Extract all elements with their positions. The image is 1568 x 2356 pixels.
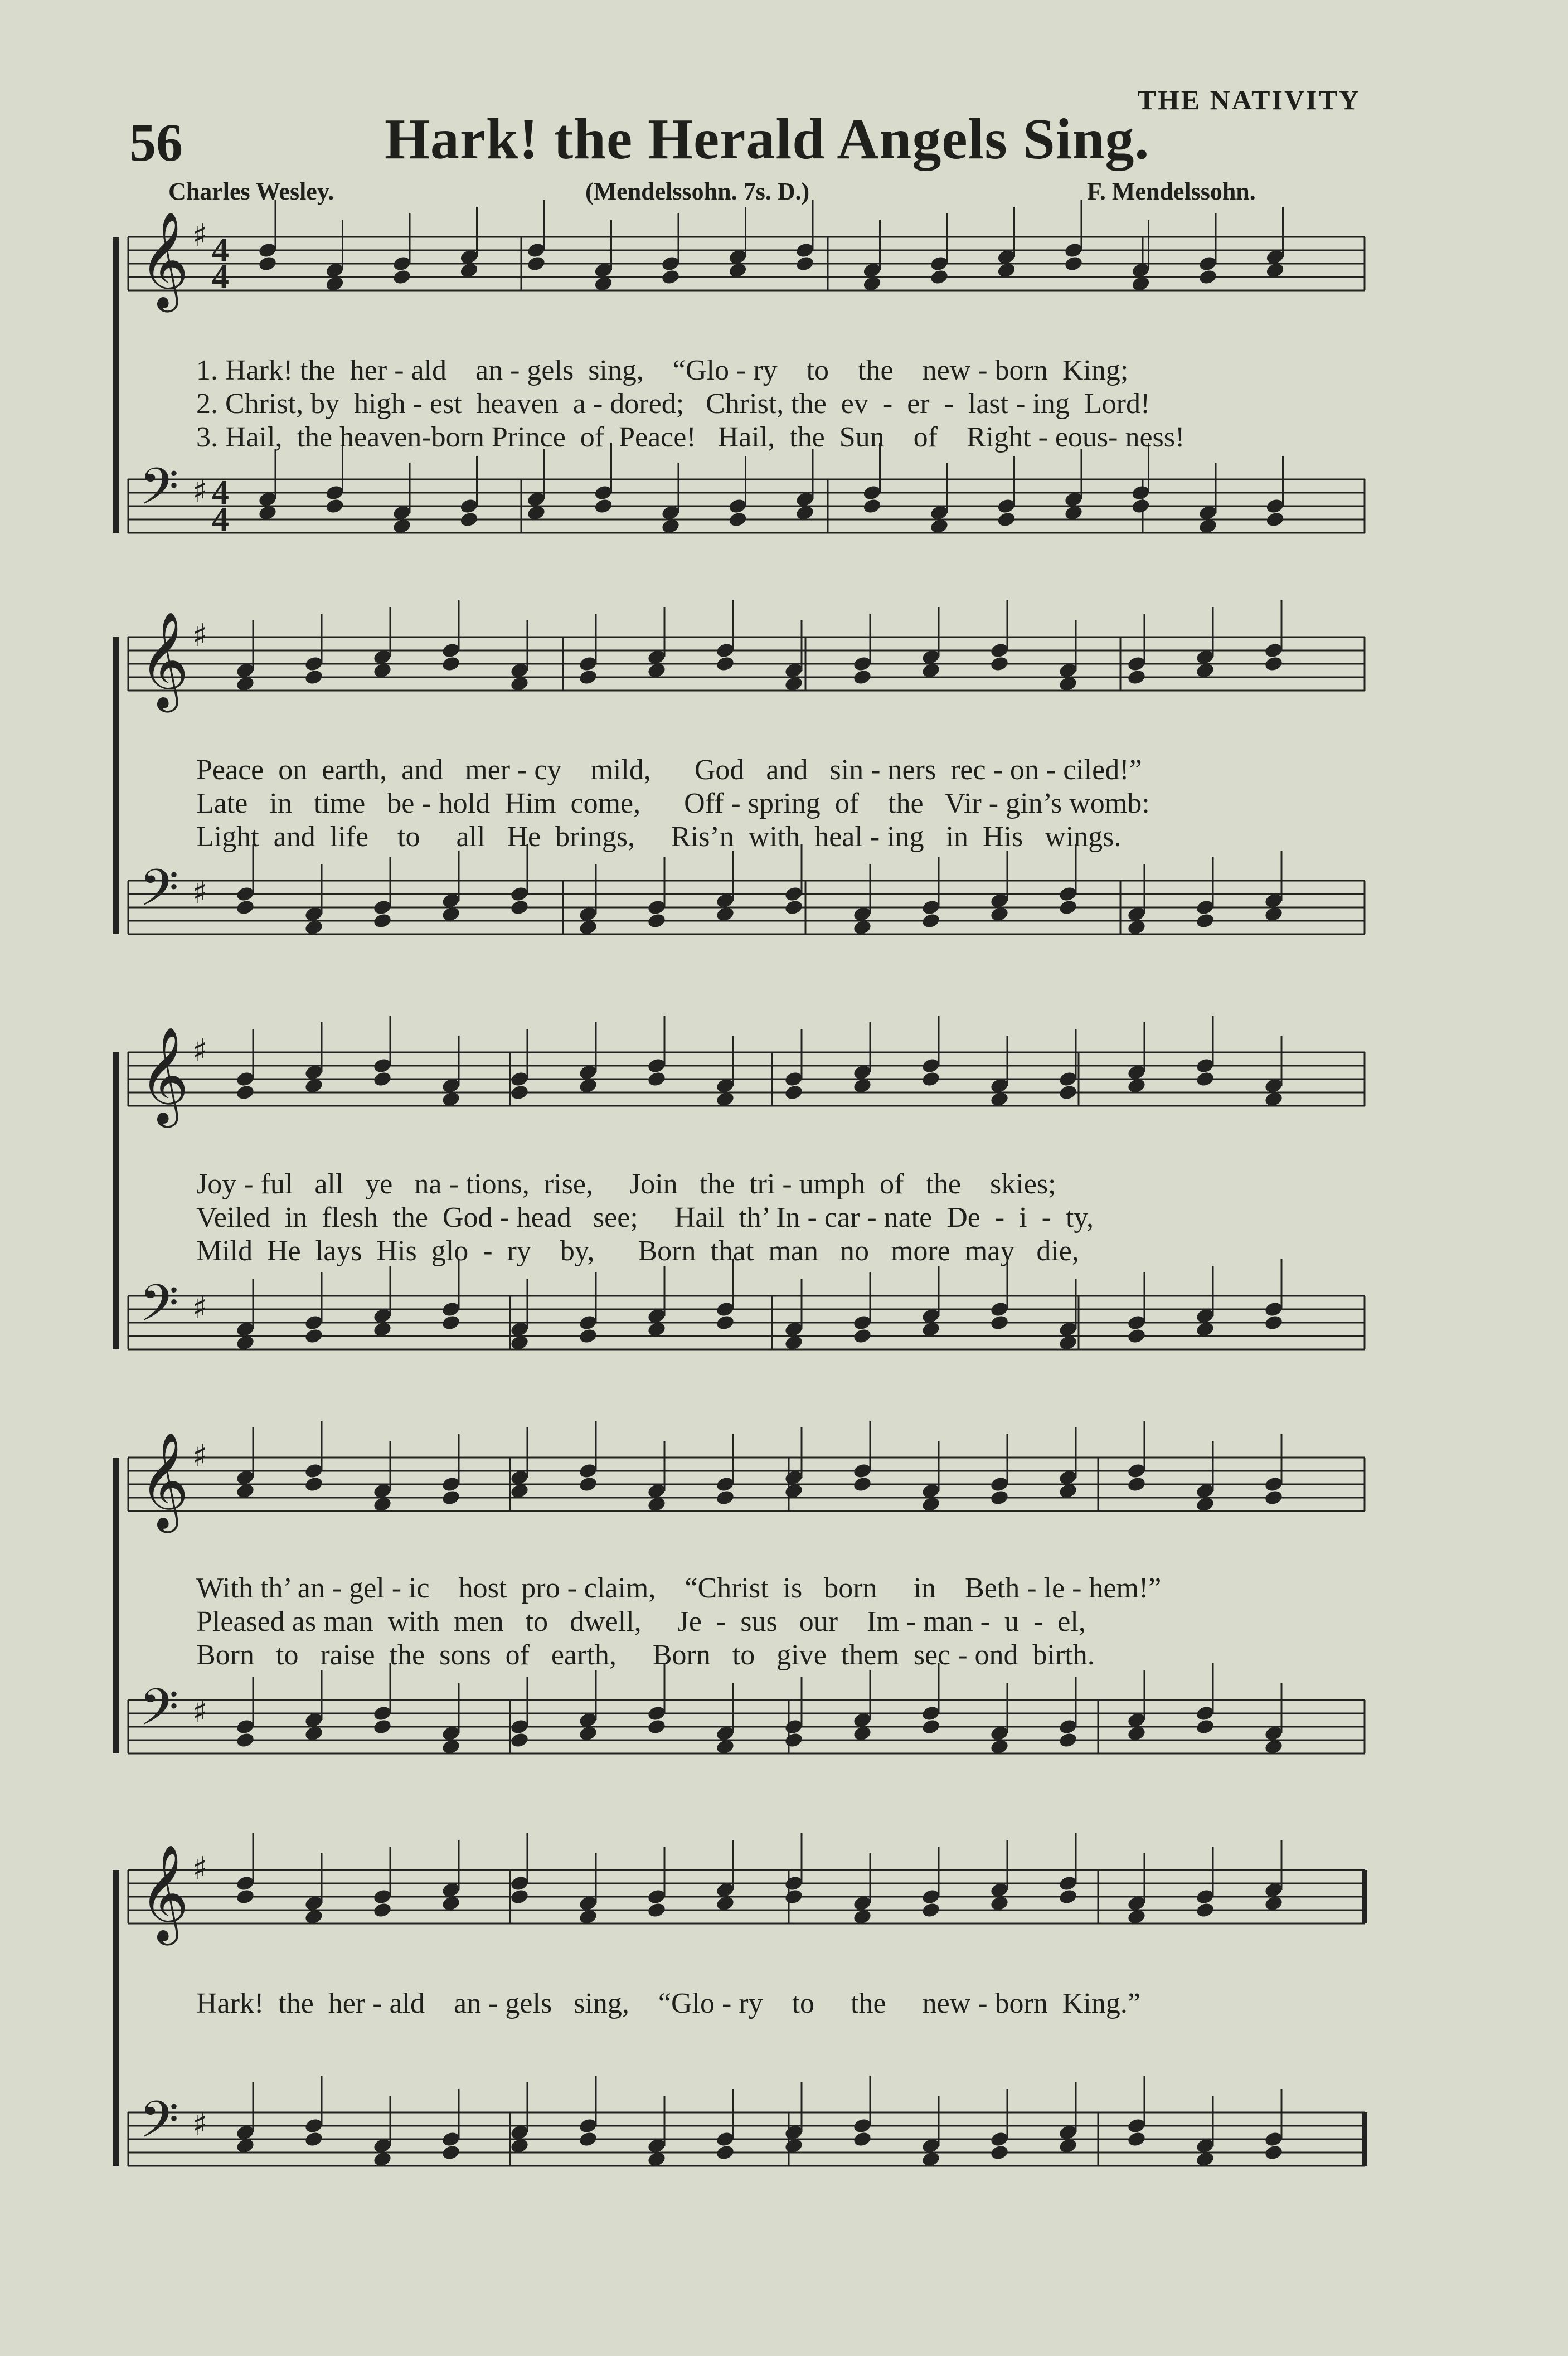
sharp-icon: ♯ [192, 217, 208, 254]
notehead [526, 255, 546, 273]
lyric-line: 3. Hail, the heaven-born Prince of Peace! Hail, the Sun of Right - eous- ness! [196, 421, 1185, 453]
notehead [647, 912, 667, 930]
lyric-line: 1. Hark! the her - ald an - gels sing, “Glo - ry to the new - born King; [196, 354, 1129, 386]
notehead [1064, 255, 1084, 273]
lyric-line: Pleased as man with men to dwell, Je - sus our Im - man - u - el, [196, 1606, 1086, 1638]
tune-credit: (Mendelssohn. 7s. D.) [585, 178, 810, 205]
notehead [459, 511, 479, 528]
notehead [1127, 669, 1147, 686]
notehead [1195, 912, 1215, 930]
lyric-line: With th’ an - gel - ic host pro - claim, “Christ is born in Beth - le - hem!” [196, 1572, 1162, 1604]
notehead [578, 2131, 598, 2148]
notehead [594, 498, 614, 515]
notehead [509, 899, 530, 916]
notehead [989, 1314, 1009, 1332]
lyric-line: Hark! the her - ald an - gels sing, “Glo - ry to the new - born King.” [196, 1988, 1140, 2019]
notehead [1127, 2131, 1147, 2148]
time-signature-digit: 4 [212, 474, 229, 512]
lyric-line: Peace on earth, and mer - cy mild, God and sin - ners rec - on - ciled!” [196, 754, 1142, 786]
bass-clef-icon: 𝄢 [139, 858, 179, 930]
sharp-icon: ♯ [192, 1290, 208, 1326]
sharp-icon: ♯ [192, 1850, 208, 1887]
notehead [921, 1071, 941, 1088]
notehead [989, 2144, 1009, 2161]
sharp-icon: ♯ [192, 1438, 208, 1474]
notehead [647, 1718, 667, 1736]
sharp-icon: ♯ [192, 2106, 208, 2143]
notehead [578, 1476, 598, 1493]
notehead [1265, 511, 1285, 528]
bass-clef-icon: 𝄢 [139, 457, 179, 528]
notehead [372, 1718, 392, 1736]
notehead [1058, 1732, 1078, 1749]
notehead [1198, 269, 1218, 286]
notehead [441, 2144, 461, 2161]
time-signature-digit: 4 [212, 501, 229, 538]
treble-clef-icon: 𝄞 [139, 1027, 189, 1124]
notehead [509, 1084, 530, 1101]
sharp-icon: ♯ [192, 473, 208, 509]
treble-clef-icon: 𝄞 [139, 211, 189, 308]
hymn-title: Hark! the Herald Angels Sing. [385, 107, 1150, 171]
hymn-number: 56 [129, 113, 183, 172]
notehead [647, 1071, 667, 1088]
notehead [728, 511, 748, 528]
lyric-line: Veiled in flesh the God - head see; Hail th’ In - car - nate De - i - ty, [196, 1202, 1094, 1233]
notehead [784, 1888, 804, 1906]
lyric-line: Late in time be - hold Him come, Off - spring of the Vir - gin’s womb: [196, 788, 1150, 819]
notehead [1131, 498, 1151, 515]
bass-clef-icon: 𝄢 [139, 1274, 179, 1345]
notehead [372, 1071, 392, 1088]
notehead [921, 1718, 941, 1736]
notehead [921, 912, 941, 930]
notehead [852, 1476, 872, 1493]
notehead [304, 1328, 324, 1345]
notehead [441, 1489, 461, 1507]
notehead [1058, 1084, 1078, 1101]
sharp-icon: ♯ [192, 1694, 208, 1730]
treble-clef-icon: 𝄞 [139, 1432, 189, 1529]
section-label: THE NATIVITY [1137, 84, 1361, 115]
sharp-icon: ♯ [192, 618, 208, 654]
notehead [715, 1314, 735, 1332]
lyric-line: Born to raise the sons of earth, Born to give them sec - ond birth. [196, 1639, 1095, 1671]
notehead [661, 269, 681, 286]
notehead [1264, 1489, 1284, 1507]
notehead [578, 1328, 598, 1345]
notehead [852, 2131, 872, 2148]
notehead [1195, 1718, 1215, 1736]
notehead [235, 1084, 255, 1101]
notehead [989, 1489, 1009, 1507]
lyric-line: 2. Christ, by high - est heaven a - dored; Christ, the ev - er - last - ing Lord! [196, 388, 1150, 420]
notehead [578, 669, 598, 686]
lyric-line: Light and life to all He brings, Ris’n with heal - ing in His wings. [196, 821, 1122, 853]
notehead [862, 498, 882, 515]
notehead [235, 1888, 255, 1906]
time-signature-digit: 4 [212, 258, 229, 296]
composer-credit: F. Mendelssohn. [1087, 178, 1256, 205]
treble-clef-icon: 𝄞 [139, 611, 189, 708]
notehead [1127, 1328, 1147, 1345]
time-signature-digit: 4 [212, 231, 229, 269]
notehead [372, 1902, 392, 1919]
notehead [1264, 1314, 1284, 1332]
notehead [1264, 655, 1284, 673]
notehead [997, 511, 1017, 528]
notehead [795, 255, 815, 273]
notehead [509, 1732, 530, 1749]
notehead [1195, 1902, 1215, 1919]
notehead [304, 669, 324, 686]
notehead [304, 2131, 324, 2148]
notehead [989, 655, 1009, 673]
notehead [852, 669, 872, 686]
notehead [1058, 1888, 1078, 1906]
lyric-line: Joy - ful all ye na - tions, rise, Join the tri - umph of the skies; [196, 1168, 1056, 1200]
notehead [441, 1314, 461, 1332]
bass-clef-icon: 𝄢 [139, 1678, 179, 1749]
notehead [325, 498, 345, 515]
notehead [235, 899, 255, 916]
notehead [1127, 1476, 1147, 1493]
notehead [304, 1476, 324, 1493]
sharp-icon: ♯ [192, 875, 208, 911]
notehead [715, 2144, 735, 2161]
notehead [929, 269, 949, 286]
bass-clef-icon: 𝄢 [139, 2090, 179, 2161]
notehead [1195, 1071, 1215, 1088]
notehead [1058, 899, 1078, 916]
treble-clef-icon: 𝄞 [139, 1844, 189, 1941]
notehead [509, 1888, 530, 1906]
notehead [392, 269, 412, 286]
notehead [784, 1732, 804, 1749]
notehead [715, 655, 735, 673]
notehead [441, 655, 461, 673]
lyric-line: Mild He lays His glo - ry by, Born that man no more may die, [196, 1235, 1079, 1267]
notehead [784, 899, 804, 916]
notehead [784, 1084, 804, 1101]
notehead [647, 1902, 667, 1919]
notehead [235, 1732, 255, 1749]
sharp-icon: ♯ [192, 1033, 208, 1069]
notehead [852, 1328, 872, 1345]
notehead [258, 255, 278, 273]
author-credit: Charles Wesley. [168, 178, 334, 205]
notehead [921, 1902, 941, 1919]
notehead [1264, 2144, 1284, 2161]
notehead [715, 1489, 735, 1507]
notehead [372, 912, 392, 930]
